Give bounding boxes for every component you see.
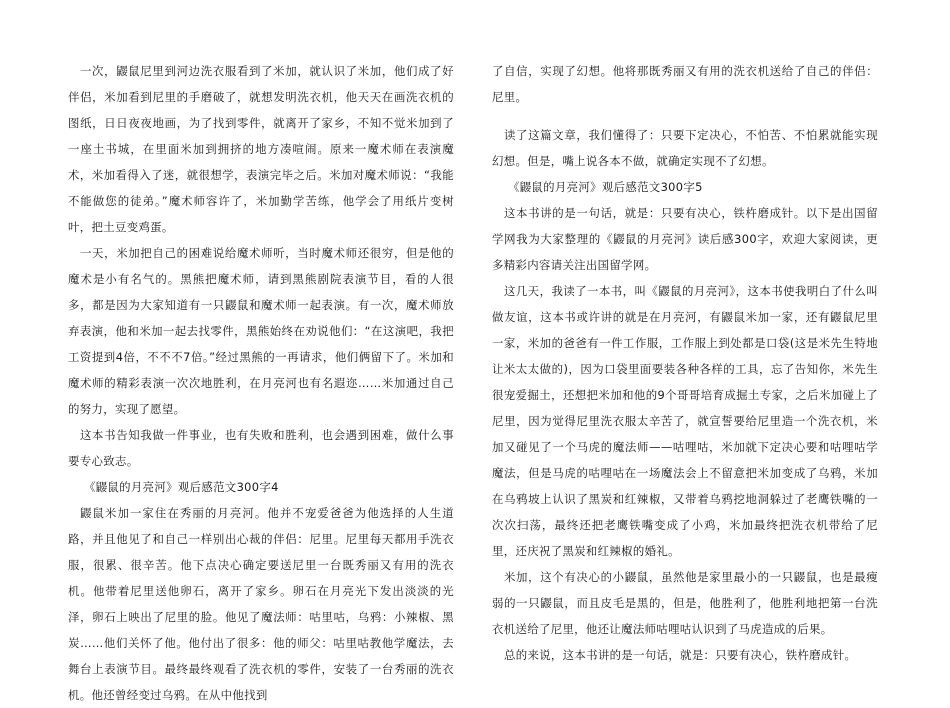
paragraph: 一天，米加把自己的困难说给魔术师听，当时魔术师还很穷，但是他的魔术是小有名气的。黑熊把魔术师，请到黑熊剧院表演节目，看的人很多，都是因为大家知道有一只鼹鼠和魔术师一起表演。有一次，魔术师放弃表演，他和米加一起去找零件，黑熊始终在劝说他们：“在这演吧，我把工资提到4倍，不不不7倍。”经过黑熊的一再请求，他们俩留下了。米加和魔术师的精彩表演一次次地胜利，在月亮河也有名遐迩……米加通过自己的努力，实现了愿望。 [68, 246, 454, 416]
paragraph: 米加，这个有决心的小鼹鼠，虽然他是家里最小的一只鼹鼠，也是最瘦弱的一只鼹鼠，而且皮毛是黑的，但是，他胜利了，他胜利地把第一台洗衣机送给了尼里，他还让魔法师咕哩咕认识到了马虎造成的后果。 [492, 570, 878, 636]
section-heading: 《鼹鼠的月亮河》观后感范文300字4 [83, 480, 279, 494]
paragraph: 一次，鼹鼠尼里到河边洗衣服看到了米加，就认识了米加，他们成了好伴侣，米加看到尼里的手磨破了，就想发明洗衣机，他天天在画洗衣机的图纸，日日夜夜地画，为了找到零件，就离开了家乡，不知不觉米加到了一座土书城，在里面米加到拥挤的地方凑喧闹。原来一魔术师在表演魔术，米加看得入了迷，就很想学，表演完毕之后。米加对魔术师说：“我能不能做您的徒弟。”魔术师容许了，米加勤学苦练，他学会了用纸片变树叶，把土豆变鸡蛋。 [68, 64, 454, 234]
paragraph-continuation: 了自信，实现了幻想。他将那既秀丽又有用的洗衣机送给了自己的伴侣：尼里。 [492, 64, 878, 104]
section-heading: 《鼹鼠的月亮河》观后感范文300字5 [507, 180, 703, 194]
paragraph: 这本书告知我做一件事业，也有失败和胜利，也会遇到困难，做什么事要专心致志。 [68, 428, 454, 468]
left-column [68, 58, 454, 708]
paragraph: 这几天，我读了一本书，叫《鼹鼠的月亮河》，这本书使我明白了什么叫做友谊，这本书或许讲的就是在月亮河，有鼹鼠米加一家，还有鼹鼠尼里一家，米加的爸爸有一件工作服，工作服上到处都是口袋(这是米先生特地让米太太做的)，因为口袋里面要装各种各样的工具，忘了告知你，米先生很宠爱掘土，还想把米加和他的9个哥哥培育成掘土专家，之后米加碰上了尼里，因为觉得尼里洗衣服太辛苦了，就宣誓要给尼里造一个洗衣机，米加又碰见了一个马虎的魔法师——咕哩咕，米加就下定决心要和咕哩咕学魔法，但是马虎的咕哩咕在一场魔法会上不留意把米加变成了乌鸦，米加在乌鸦坡上认识了黑炭和红辣椒，又带着乌鸦挖地洞躲过了老鹰铁嘴的一次次扫荡，最终还把老鹰铁嘴变成了小鸡，米加最终把洗衣机带给了尼里，还庆祝了黑炭和红辣椒的婚礼。 [492, 284, 878, 558]
paragraph: 读了这篇文章，我们懂得了：只要下定决心，不怕苦、不怕累就能实现幻想。但是，嘴上说各本不做，就确定实现不了幻想。 [492, 128, 878, 168]
paragraph: 总的来说，这本书讲的是一句话，就是：只要有决心，铁杵磨成针。 [503, 648, 857, 662]
right-column [492, 58, 878, 668]
paragraph: 这本书讲的是一句话，就是：只要有决心，铁杵磨成针。以下是出国留学网我为大家整理的《鼹鼠的月亮河》读后感300字，欢迎大家阅读，更多精彩内容请关注出国留学网。 [492, 206, 878, 272]
paragraph: 鼹鼠米加一家住在秀丽的月亮河。他并不宠爱爸爸为他选择的人生道路，并且他见了和自己一样别出心裁的伴侣：尼里。尼里每天都用手洗衣服，很累、很辛苦。他下点决心确定要送尼里一台既秀丽又有用的洗衣机。他带着尼里送他卵石，离开了家乡。卵石在月亮光下发出淡淡的光泽，卵石上映出了尼里的脸。他见了魔法师：咕里咕，乌鸦：小辣椒、黑炭……他们关怀了他。他付出了很多：他的师父：咕里咕教他学魔法，去舞台上表演节目。最终最终观看了洗衣机的零件，安装了一台秀丽的洗衣机。他还曾经变过乌鸦。在从中他找到 [68, 506, 454, 702]
